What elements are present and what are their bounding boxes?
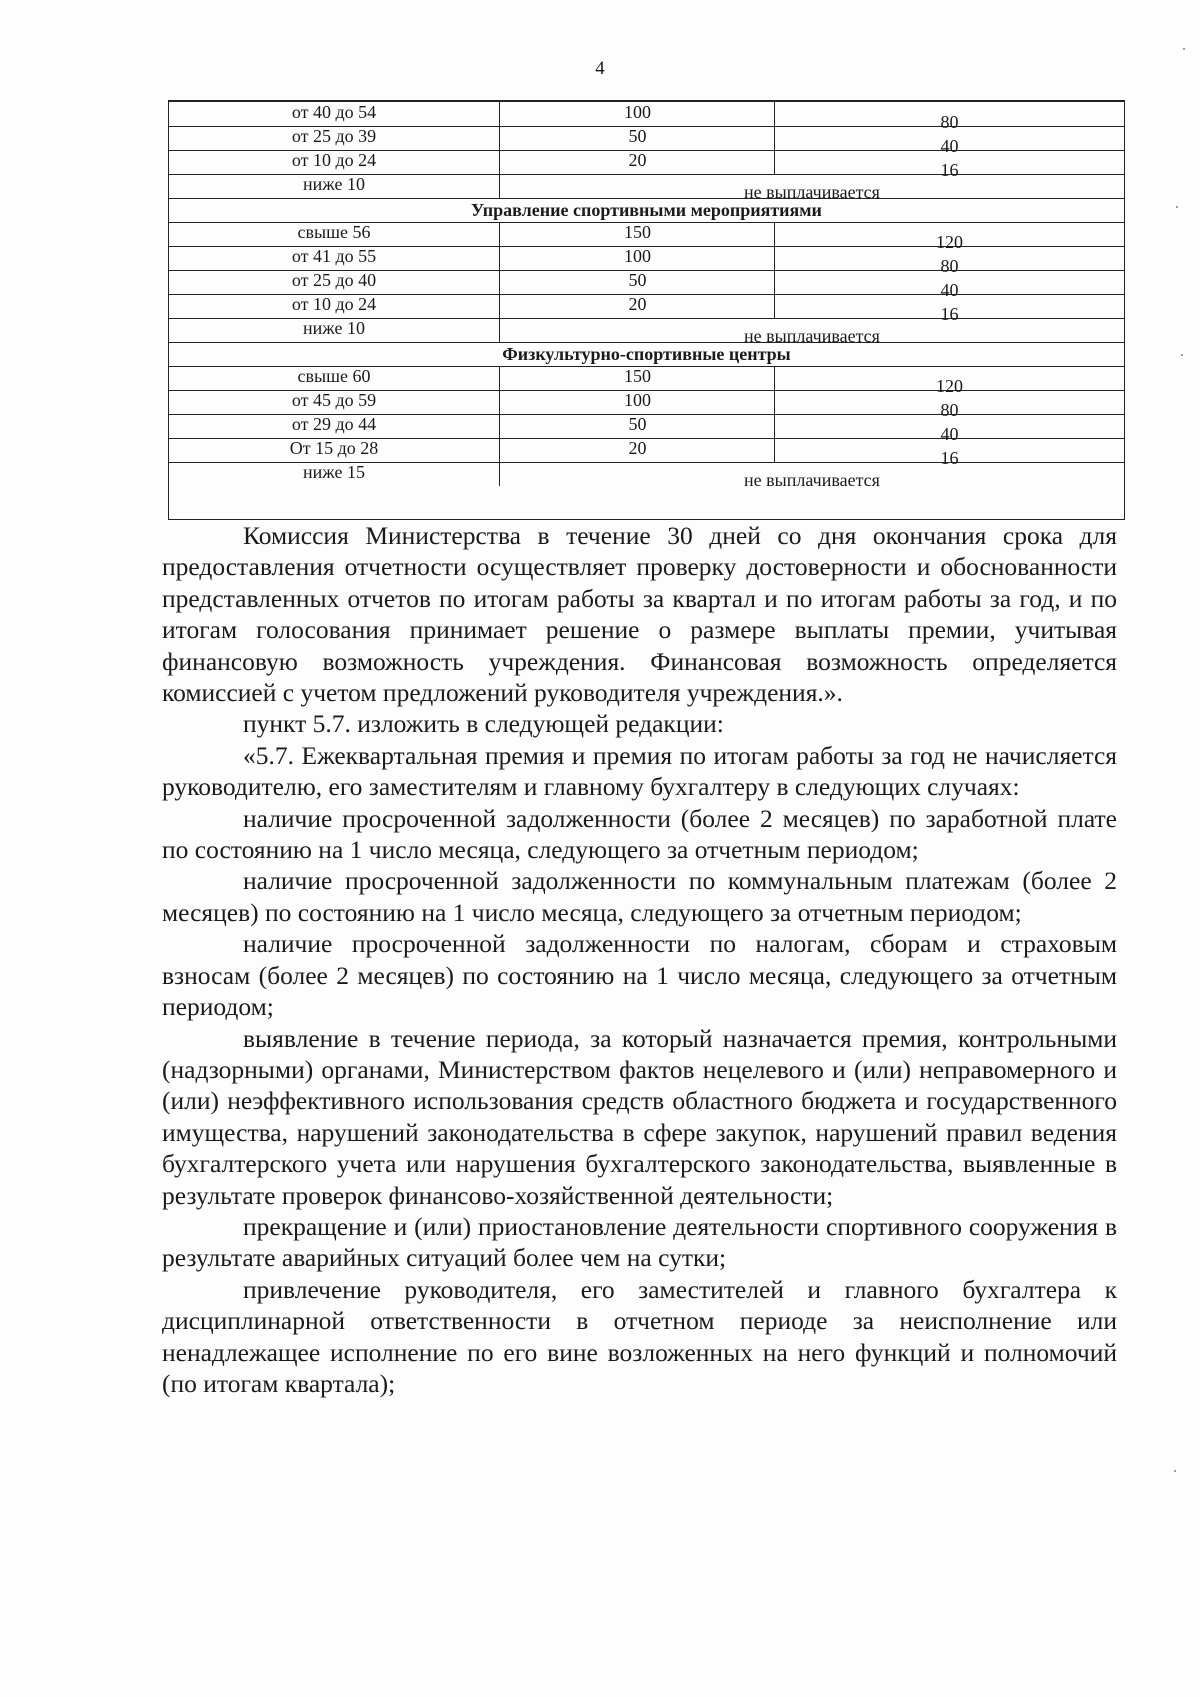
table-row (169, 414, 1124, 444)
table-row (169, 366, 1124, 396)
value-cell: 150 (499, 366, 775, 390)
table-row (169, 294, 1124, 324)
not-paid-cell: не выплачивается (499, 462, 1124, 486)
value-cell: 50 (499, 414, 775, 438)
value-cell: 20 (499, 294, 775, 318)
range-cell: от 25 до 40 (291, 270, 377, 290)
value-cell: 16 (774, 438, 1124, 462)
scan-speck (1181, 354, 1183, 356)
table-row (169, 174, 1124, 202)
value-cell: 100 (499, 390, 775, 414)
table-row (169, 222, 1124, 252)
scan-speck (1183, 48, 1185, 50)
list-item: наличие просроченной задолженности по налогам, сборам и страховым взносам (более 2 месяцев) по состоянию на 1 число месяца, следующего за отчетным периодом; (162, 929, 1117, 1022)
value-cell: 40 (774, 414, 1124, 438)
value-cell: 80 (774, 390, 1124, 414)
range-cell: ниже 10 (303, 318, 365, 338)
range-cell: От 15 до 28 (289, 438, 379, 458)
value-cell: 80 (774, 102, 1124, 126)
range-cell: ниже 15 (303, 462, 365, 482)
value-cell: 100 (499, 246, 775, 270)
value-cell: 50 (499, 270, 775, 294)
value-cell: 16 (774, 294, 1124, 318)
paragraph: «5.7. Ежеквартальная премия и премия по итогам работы за год не начисляется руководителю, его заместителям и главному бухгалтеру в следующих случаях: (162, 740, 1117, 802)
table-row (169, 318, 1124, 346)
bonus-table (168, 100, 1125, 520)
document-body (162, 520, 1117, 1399)
table-row (169, 102, 1124, 132)
range-cell: ниже 10 (303, 174, 365, 194)
section-heading: Управление спортивными мероприятиями (169, 198, 1124, 223)
value-cell: 40 (774, 126, 1124, 150)
paragraph: пункт 5.7. изложить в следующей редакции: (243, 709, 724, 739)
value-cell: 16 (774, 150, 1124, 174)
list-item: прекращение и (или) приостановление деятельности спортивного сооружения в результате аварийных ситуаций более чем на сутки; (162, 1211, 1117, 1273)
paragraph: Комиссия Министерства в течение 30 дней со дня окончания срока для предоставления отчетности осуществляет проверку достоверности и обоснованности представленных отчетов по итогам работы за квартал и по итогам работы за год, и по итогам голосования принимает решение о размере выплаты премии, учитывая финансовую возможность учреждения. Финансовая возможность определяется комиссией с учетом предложений руководителя учреждения.». (162, 521, 1117, 708)
list-item: выявление в течение периода, за который назначается премия, контрольными (надзорными) органами, Министерством фактов нецелевого и (или) неправомерного и (или) неэффективного использования средств областного бюджета и государственного имущества, нарушений законодательства в сфере закупок, нарушений правил ведения бухгалтерского учета или нарушения бухгалтерского законодательства, выявленные в результате проверок финансово-хозяйственной деятельности; (162, 1023, 1117, 1210)
table-row (169, 390, 1124, 420)
table-row (169, 462, 1124, 490)
list-item: наличие просроченной задолженности (более 2 месяцев) по заработной плате по состоянию на 1 число месяца, следующего за отчетным периодом; (162, 803, 1117, 865)
range-cell: от 29 до 44 (291, 414, 377, 434)
table-row (169, 438, 1124, 468)
table-row (169, 150, 1124, 180)
range-cell: от 10 до 24 (291, 150, 377, 170)
value-cell: 80 (774, 246, 1124, 270)
value-cell: 100 (499, 102, 775, 126)
range-cell: свыше 60 (297, 366, 371, 386)
range-cell: от 45 до 59 (291, 390, 377, 410)
list-item: наличие просроченной задолженности по коммунальным платежам (более 2 месяцев) по состоянию на 1 число месяца, следующего за отчетным периодом; (162, 866, 1117, 927)
list-item: привлечение руководителя, его заместителей и главного бухгалтера к дисциплинарной ответственности в отчетном периоде за неисполнение или ненадлежащее исполнение по его вине возложенных на него функций и полномочий (по итогам квартала); (162, 1274, 1117, 1398)
value-cell: 120 (774, 222, 1124, 246)
value-cell: 50 (499, 126, 775, 150)
range-cell: от 40 до 54 (291, 102, 377, 122)
section-heading: Физкультурно-спортивные центры (169, 342, 1124, 367)
not-paid-cell: не выплачивается (499, 174, 1124, 198)
range-cell: от 25 до 39 (291, 126, 377, 146)
not-paid-cell: не выплачивается (499, 318, 1124, 342)
page-number: 4 (595, 58, 605, 79)
value-cell: 20 (499, 150, 775, 174)
value-cell: 120 (774, 366, 1124, 390)
table-row (169, 270, 1124, 300)
range-cell: свыше 56 (297, 222, 371, 242)
table-row (169, 126, 1124, 156)
value-cell: 20 (499, 438, 775, 462)
value-cell: 150 (499, 222, 775, 246)
range-cell: от 10 до 24 (291, 294, 377, 314)
scan-speck (1176, 206, 1178, 208)
value-cell: 40 (774, 270, 1124, 294)
table-row (169, 246, 1124, 276)
scan-speck (1174, 1470, 1176, 1472)
range-cell: от 41 до 55 (291, 246, 377, 266)
